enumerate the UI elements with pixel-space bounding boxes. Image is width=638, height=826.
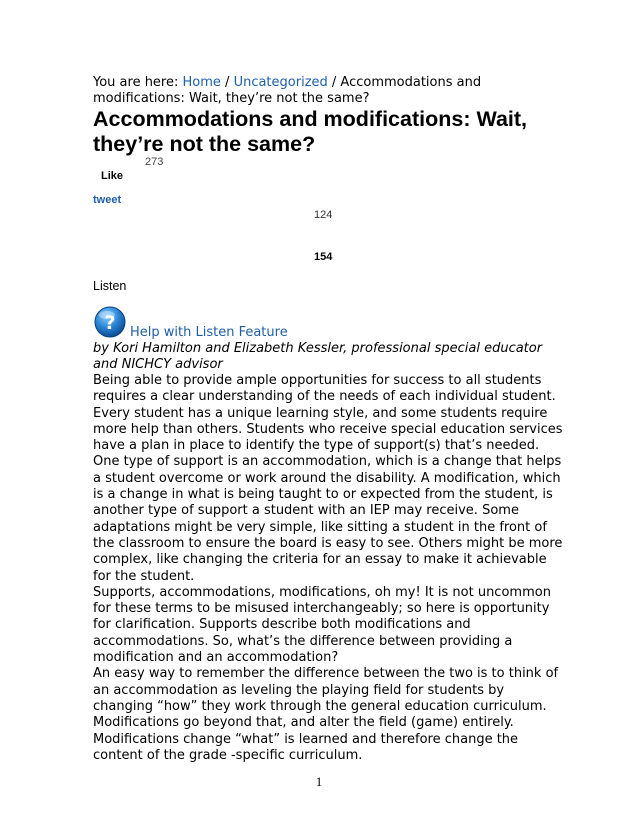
paragraph: Supports, accommodations, modifications, oh my! It is not uncommon for these terms to be misused interchangeably; so here is opportunity for clarification. Supports describe both modifications and accommodations. So, what’s the difference between providing a modification and an accommodation? xyxy=(93,584,551,666)
help-listen-link[interactable]: Help with Listen Feature xyxy=(130,325,288,340)
listen-button[interactable]: Listen xyxy=(93,279,127,293)
breadcrumb-category-link[interactable]: Uncategorized xyxy=(233,75,328,90)
breadcrumb-current: Accommodations and modifications: Wait, they’re not the same? xyxy=(93,75,482,106)
breadcrumb-prefix: You are here: xyxy=(93,75,183,90)
breadcrumb xyxy=(93,75,563,107)
breadcrumb-home-link[interactable]: Home xyxy=(182,75,221,90)
svg-text:?: ? xyxy=(104,312,116,334)
like-count: 273 xyxy=(145,156,164,168)
tweet-button[interactable]: tweet xyxy=(93,194,122,206)
article-byline: by Kori Hamilton and Elizabeth Kessler, professional special educator and NICHCY advisor xyxy=(93,341,543,372)
article-body xyxy=(93,373,563,764)
share-count: 124 xyxy=(314,209,333,221)
page-number: 1 xyxy=(315,774,323,789)
breadcrumb-separator: / xyxy=(220,75,234,90)
page-title: Accommodations and modifications: Wait, they’re not the same? xyxy=(93,107,528,156)
breadcrumb-separator: / xyxy=(327,75,341,90)
share-count: 154 xyxy=(314,251,333,263)
question-mark-icon[interactable] xyxy=(94,306,126,338)
paragraph: An easy way to remember the difference between the two is to think of an accommodation as leveling the playing field for students by changing “how” they work through the general education curriculum. Modifications go beyond that, and alter the field (game) entirely. Modifications change “what” is learned and therefore change the content of the grade -specific curriculum. xyxy=(93,666,559,763)
paragraph: Being able to provide ample opportunities for success to all students requires a clear understanding of the needs of each individual student. Every student has a unique learning style, and some students require more help than others. Students who receive special education services have a plan in place to identify the type of support(s) that’s needed. xyxy=(93,373,563,454)
paragraph: One type of support is an accommodation, which is a change that helps a student overcome or work around the disability. A modification, which is a change in what is being taught to or expected from the student, is another type of support a student with an IEP may receive. Some adaptations might be very simple, like sitting a student in the front of the classroom to ensure the board is easy to see. Others might be more complex, like changing the criteria for an essay to make it achievable for the student. xyxy=(93,454,563,584)
like-button[interactable]: Like xyxy=(101,170,124,182)
